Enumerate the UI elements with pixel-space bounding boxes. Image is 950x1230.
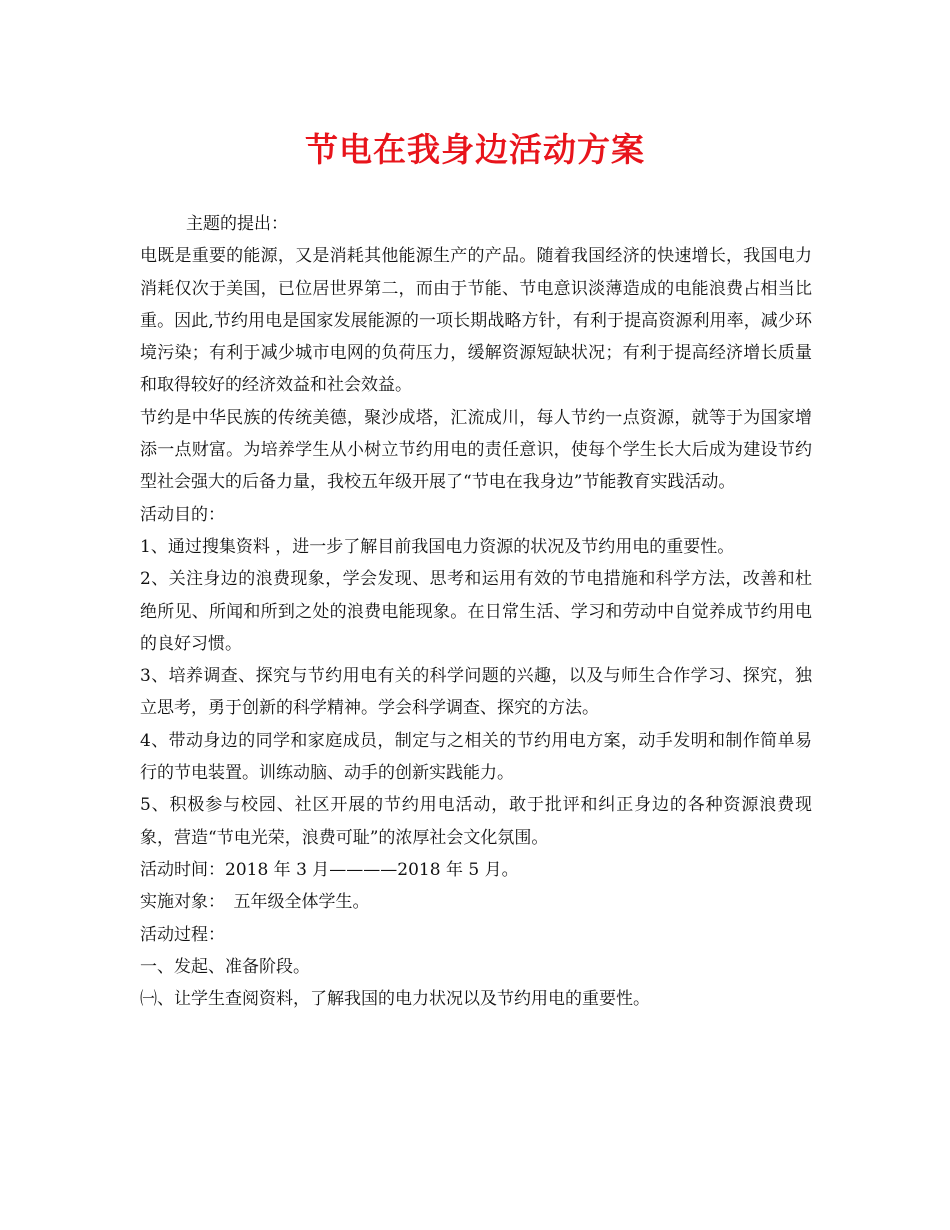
- paragraph-saving-virtue: 节约是中华民族的传统美德，聚沙成塔，汇流成川，每人节约一点资源，就等于为国家增添一点财富。为培养学生从小树立节约用电的责任意识，使每个学生长大后成为建设节约型社会强大的后备力量，我校五年级开展了“节电在我身边”节能教育实践活动。: [140, 407, 812, 493]
- process-stage-1: 一、发起、准备阶段。: [140, 956, 310, 977]
- goal-item-4: 4、带动身边的同学和家庭成员，制定与之相关的节约用电方案，动手发明和制作简单易行的节电装置。训练动脑、动手的创新实践能力。: [140, 730, 812, 784]
- goal-item-5: 5、积极参与校园、社区开展的节约用电活动，敢于批评和纠正身边的各种资源浪费现象，营造“节电光荣，浪费可耻”的浓厚社会文化氛围。: [140, 795, 812, 848]
- document-title: 节电在我身边活动方案: [305, 130, 645, 169]
- goal-item-2: 2、关注身边的浪费现象，学会发现、思考和运用有效的节电措施和科学方法，改善和杜绝所见、所闻和所到之处的浪费电能现象。在日常生活、学习和劳动中自觉养成节约用电的良好习惯。: [140, 569, 812, 654]
- goal-item-1: 1、通过搜集资料 ，进一步了解目前我国电力资源的状况及节约用电的重要性。: [140, 536, 735, 557]
- activity-time: 活动时间：2018 年 3 月————2018 年 5 月。: [140, 859, 519, 880]
- section-heading-goals: 活动目的：: [140, 504, 225, 525]
- target-audience: 实施对象： 五年级全体学生。: [140, 892, 370, 913]
- goal-item-3: 3、培养调查、探究与节约用电有关的科学问题的兴趣，以及与师生合作学习、探究，独立思考，勇于创新的科学精神。学会科学调查、探究的方法。: [140, 666, 812, 719]
- process-step-1: ㈠、让学生查阅资料，了解我国的电力状况以及节约用电的重要性。: [140, 989, 650, 1010]
- section-heading-theme: 主题的提出：: [186, 214, 288, 234]
- section-heading-process: 活动过程：: [140, 924, 225, 945]
- document-body: [140, 208, 812, 1015]
- paragraph-electricity-importance: 电既是重要的能源，又是消耗其他能源生产的产品。随着我国经济的快速增长，我国电力消耗仅次于美国，已位居世界第二，而由于节能、节电意识淡薄造成的电能浪费占相当比重。因此,节约用电是国家发展能源的一项长期战略方针，有利于提高资源利用率，减少环境污染；有利于减少城市电网的负荷压力，缓解资源短缺状况；有利于提高经济增长质量和取得较好的经济效益和社会效益。: [140, 246, 812, 396]
